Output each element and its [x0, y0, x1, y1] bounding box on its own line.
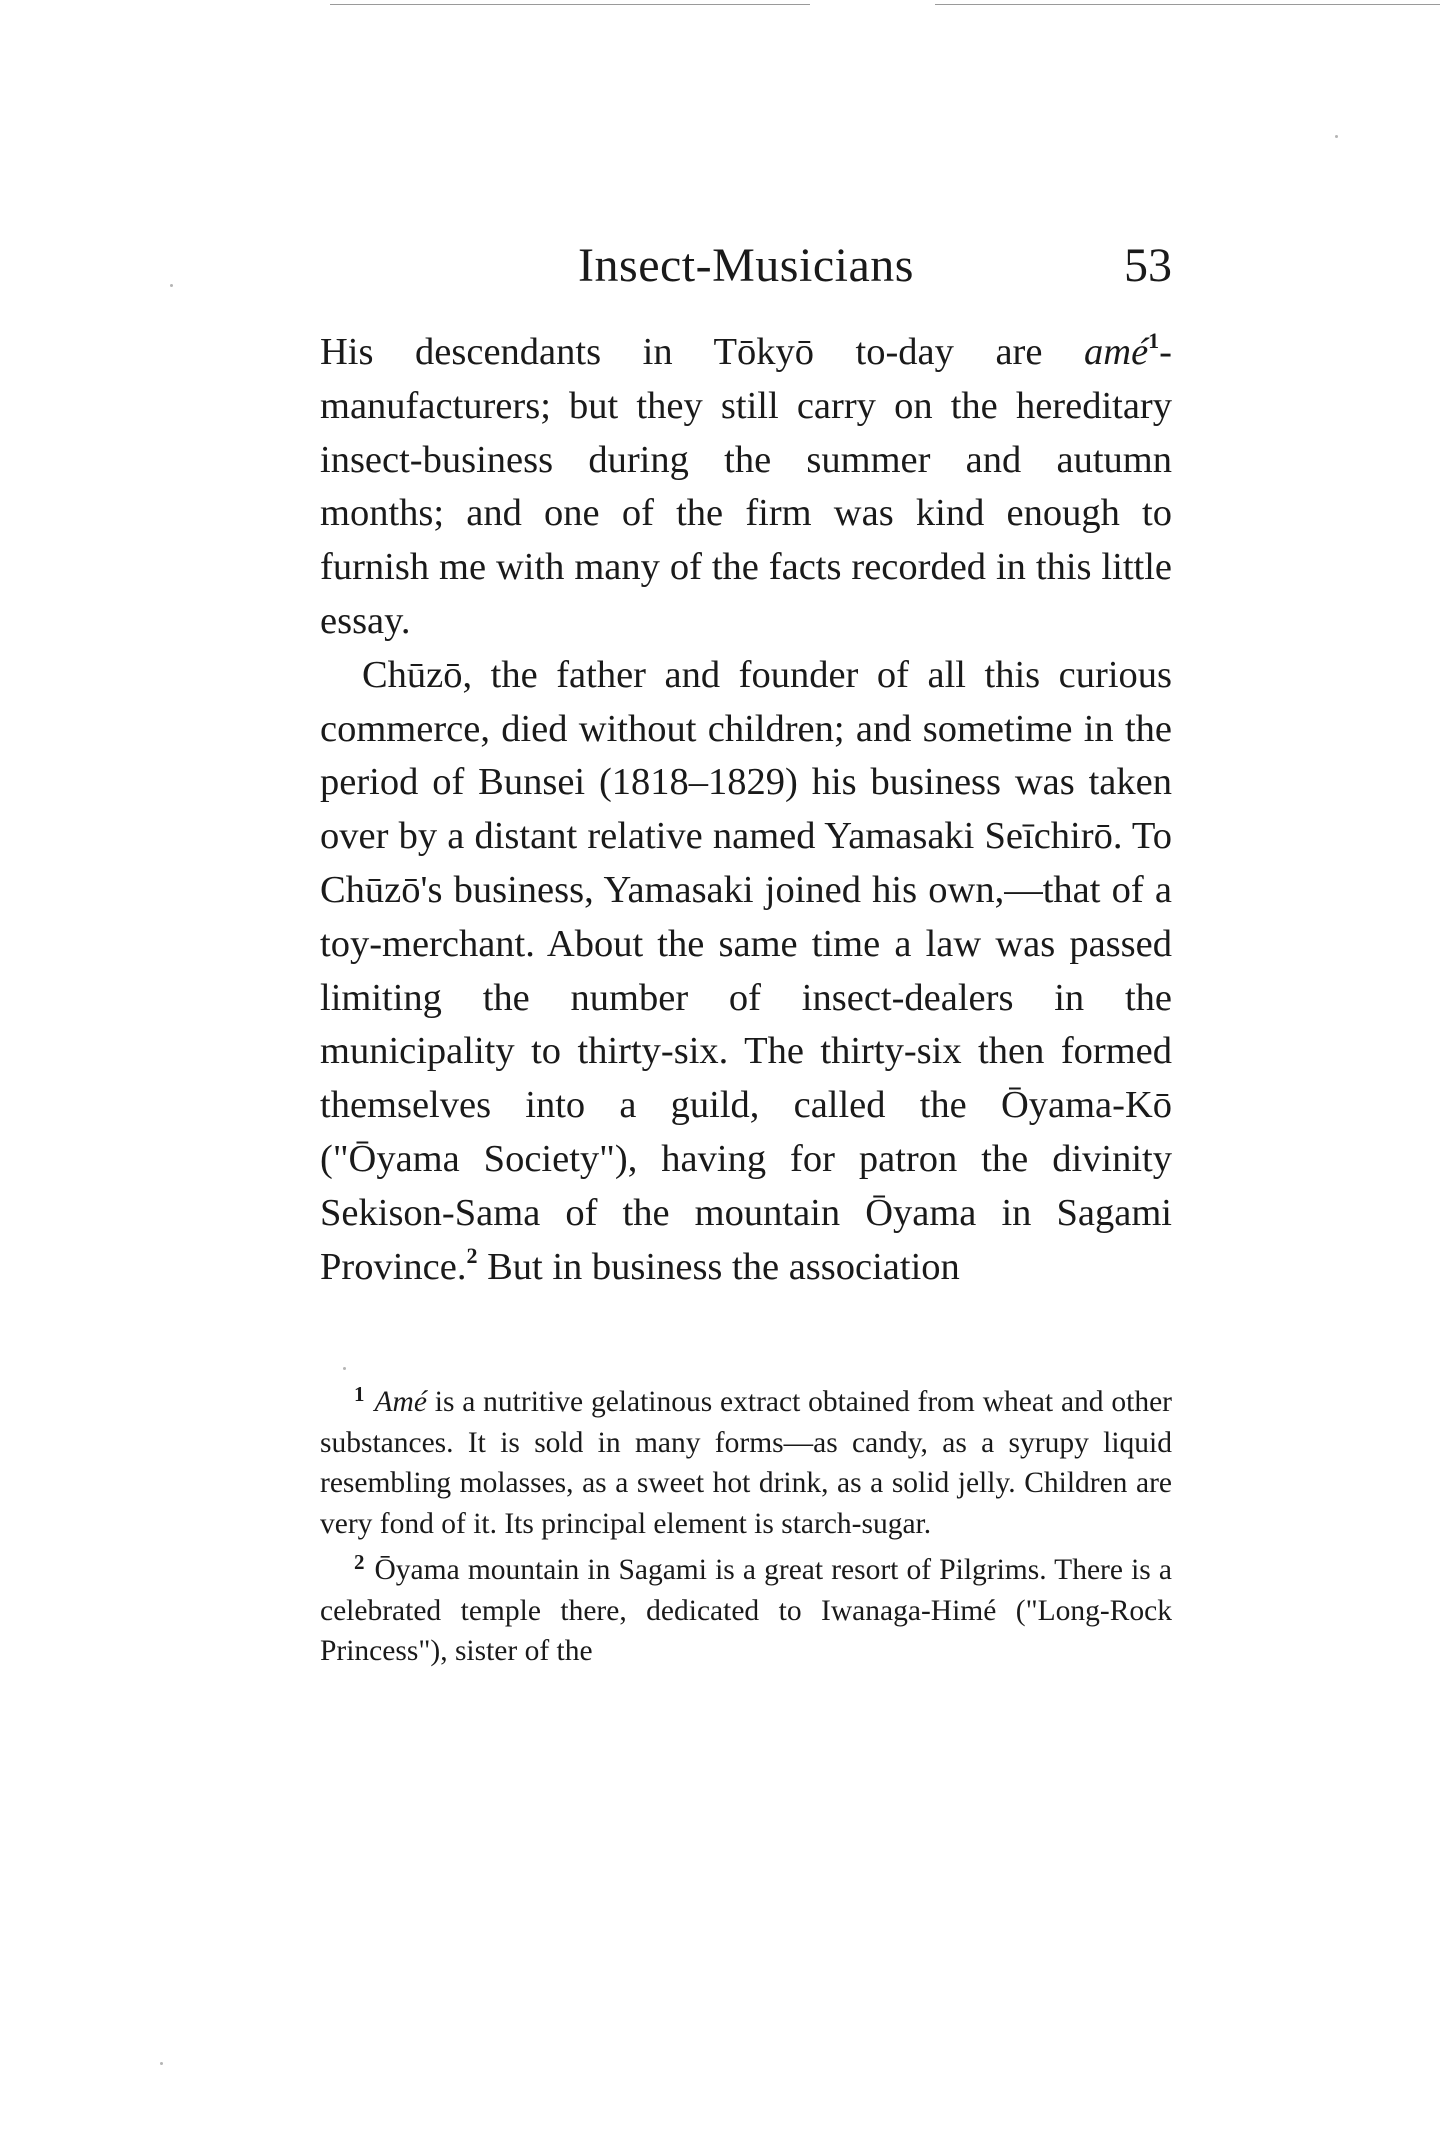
scan-speck: [170, 284, 173, 287]
ame-term: amé: [1084, 331, 1149, 373]
paragraph-1-text-a: His descendants in Tōkyō to-day are: [320, 331, 1085, 373]
footnote-ref-2: 2: [466, 1242, 478, 1268]
footnotes: [320, 1382, 1172, 1672]
scan-speck: [343, 1367, 346, 1370]
paragraph-1-text-b: -manufacturers; but they still carry on the hereditary insect-business during the summer and autumn months; and one of the firm was kind enough to furnish me with many of the facts recorded in this little essay.: [320, 331, 1172, 642]
page-number: 53: [1124, 239, 1172, 292]
paragraph-2-text-b: But in business the association: [477, 1245, 960, 1288]
footnote-1-text: is a nutritive gelatinous extract obtained from wheat and other substances. It is sold in many forms—as candy, as a syrupy liquid resembling molasses, as a sweet hot drink, as a solid jelly. Children are very fond of it. Its principal element is starch-sugar.: [320, 1386, 1172, 1540]
footnote-2: [320, 1550, 1172, 1672]
paragraph-2-text-a: Chūzō, the father and founder of all this curious commerce, died without children; and sometime in the period of Bunsei (1818–1829) his business was taken over by a distant relative named Yamasaki Seīchirō. To Chūzō's business, Yamasaki joined his own,—that of a toy-merchant. About the same time a law was passed limiting the number of insect-dealers in the municipality to thirty-six. The thirty-six then formed themselves into a guild, called the Ōyama-Kō ("Ōyama Society"), having for patron the divinity Sekison-Sama of the mountain Ōyama in Sagami Province.: [320, 653, 1172, 1288]
footnote-2-mark: 2: [354, 1550, 365, 1574]
paragraph-1: [320, 326, 1172, 649]
footnote-1-term: Amé: [374, 1386, 427, 1418]
footnote-1: [320, 1382, 1172, 1544]
page-header: [320, 236, 1172, 296]
paragraph-2: [320, 649, 1172, 1295]
scan-edge-left: [330, 4, 810, 5]
body-text: [320, 326, 1172, 1294]
footnote-1-mark: 1: [354, 1382, 365, 1406]
scan-edge-right: [935, 4, 1440, 5]
scan-speck: [1335, 135, 1338, 138]
footnote-ref-1: 1: [1148, 328, 1160, 353]
footnote-2-text: Ōyama mountain in Sagami is a great resort of Pilgrims. There is a celebrated temple there, dedicated to Iwanaga-Himé ("Long-Rock Princess"), sister of the: [320, 1554, 1172, 1667]
running-title: Insect-Musicians: [578, 239, 914, 292]
scan-speck: [160, 2062, 163, 2065]
